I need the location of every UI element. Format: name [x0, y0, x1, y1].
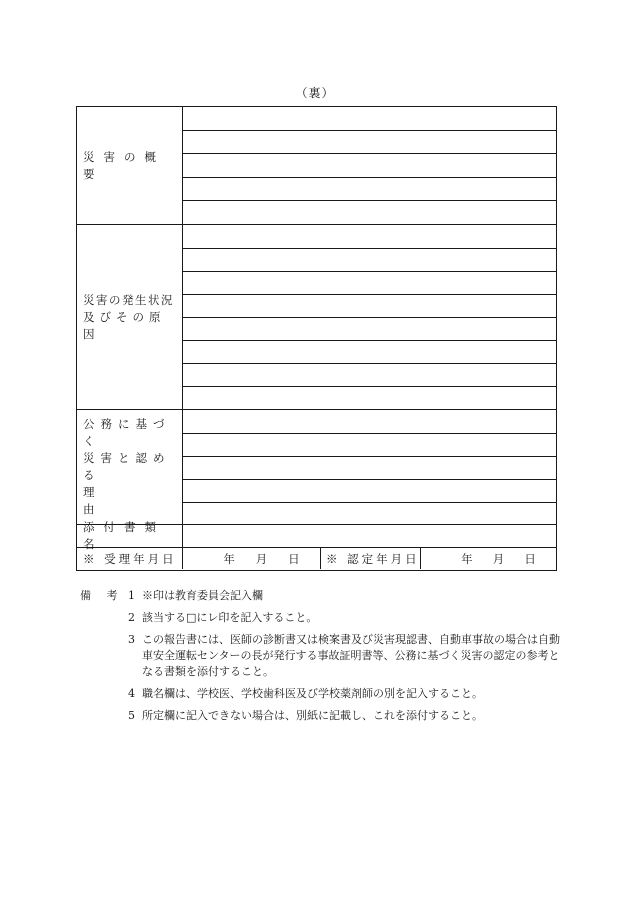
page-title: （裏）	[295, 86, 335, 100]
reason-label-line-3	[83, 484, 178, 518]
note-text: 所定欄に記入できない場合は、別紙に記載し、これを添付すること。	[142, 709, 483, 722]
receipt-date-field[interactable]	[183, 548, 321, 569]
entry-line	[183, 386, 556, 387]
entry-line	[183, 271, 556, 272]
receipt-day-unit: 日	[288, 551, 300, 566]
entry-line	[183, 248, 556, 249]
note-text: この報告書には、医師の診断書又は検案書及び災害現認書、自動車事故の場合は自動車安全運転センターの長が発行する事故証明書等、公務に基づく災害の認定の参考となる書類を添付すること。	[142, 633, 560, 678]
circumstances-entry-rows[interactable]	[183, 225, 556, 409]
entry-line	[183, 130, 556, 131]
attachments-section	[77, 520, 556, 551]
circumstances-label	[77, 225, 183, 409]
note-item-5	[80, 708, 560, 724]
approval-year-unit: 年	[461, 551, 473, 566]
circumstances-section	[77, 224, 556, 409]
entry-line	[183, 363, 556, 364]
note-item-3	[80, 632, 560, 680]
overview-label	[77, 107, 183, 224]
date-row	[77, 548, 556, 569]
entry-line	[183, 200, 556, 201]
circumstances-label-line-2: 及びその原因	[83, 309, 166, 341]
entry-line	[183, 456, 556, 457]
overview-section	[77, 107, 556, 224]
attachments-entry[interactable]	[183, 525, 556, 547]
receipt-month-unit: 月	[255, 551, 268, 566]
approval-date-field[interactable]	[421, 548, 556, 569]
note-text: 職名欄は、学校医、学校歯科医及び学校薬剤師の別を記入すること。	[142, 687, 483, 700]
note-number: 5	[128, 709, 135, 722]
disaster-report-form-back	[76, 106, 557, 571]
entry-line	[183, 433, 556, 434]
reason-label	[77, 410, 183, 524]
note-number: 4	[128, 687, 135, 700]
reason-label-line-1: 公務に基づく	[83, 417, 171, 448]
note-item-1	[80, 588, 560, 604]
note-item-4	[80, 686, 560, 702]
note-text: ※印は教育委員会記入欄	[142, 589, 263, 602]
reason-label-line-2: 災害と認める	[83, 451, 171, 482]
date-section	[77, 547, 556, 569]
overview-entry-rows[interactable]	[183, 107, 556, 224]
entry-line	[183, 502, 556, 503]
approval-day-unit: 日	[524, 551, 536, 566]
entry-line	[183, 479, 556, 480]
entry-line	[183, 177, 556, 178]
overview-label-line-1: 災害の概要	[83, 149, 165, 181]
note-number: 1	[128, 589, 135, 602]
notes-section	[80, 588, 560, 730]
approval-date-label: ※ 認定年月日	[321, 548, 421, 569]
entry-line	[183, 340, 556, 341]
circumstances-label-line-1: 災害の発生状況	[83, 292, 174, 307]
note-item-2	[80, 610, 560, 626]
approval-month-unit: 月	[492, 551, 505, 566]
note-number: 3	[128, 633, 135, 646]
reason-section	[77, 409, 556, 524]
notes-heading: 備 考	[80, 589, 124, 602]
receipt-year-unit: 年	[223, 551, 235, 566]
attachments-label	[77, 520, 183, 551]
entry-line	[183, 153, 556, 154]
entry-line	[183, 317, 556, 318]
reason-label-line-3-text: 理由	[83, 485, 161, 516]
reason-entry-rows[interactable]	[183, 410, 556, 524]
attachments-label-line-1: 添付書類名	[83, 520, 165, 551]
note-text: 該当する□にレ印を記入すること。	[142, 611, 318, 624]
entry-line	[183, 294, 556, 295]
note-number: 2	[128, 611, 135, 624]
receipt-date-label: ※ 受理年月日	[77, 548, 183, 569]
